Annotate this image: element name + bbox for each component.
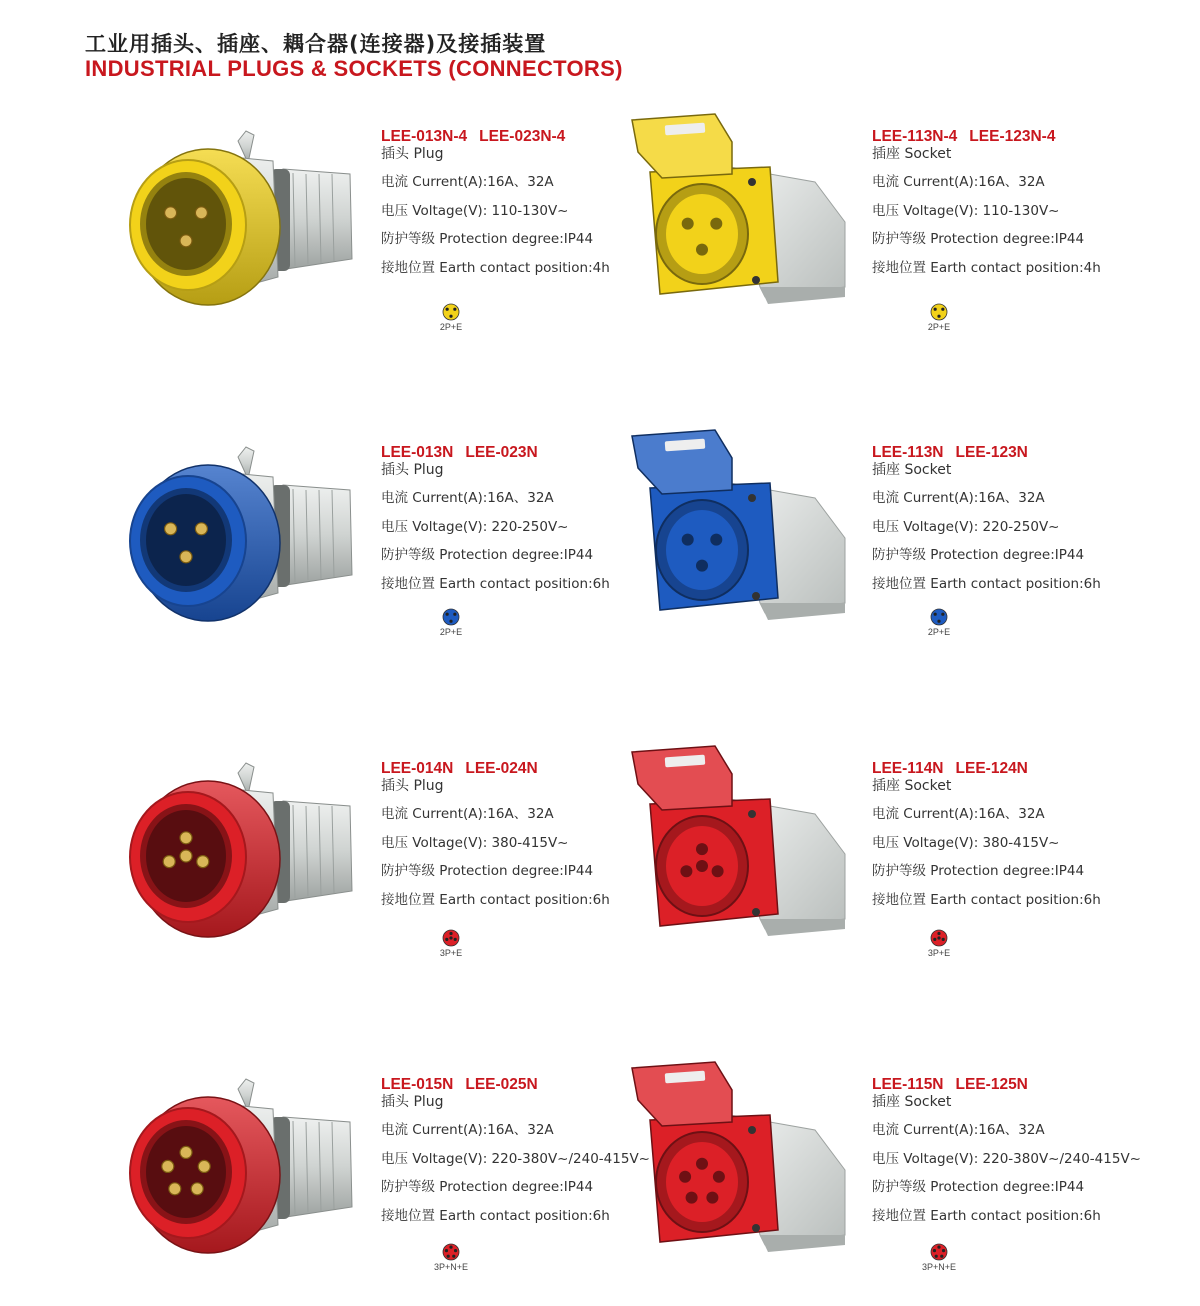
socket-type-label: 插座 Socket xyxy=(872,778,952,794)
earth-position-spec: 接地位置 Earth contact position:4h xyxy=(872,259,1101,276)
plug-type-label: 插头 Plug xyxy=(381,778,444,794)
model-number: LEE-114N xyxy=(872,760,944,777)
pin-configuration-icon xyxy=(431,929,471,959)
protection-spec: 防护等级 Protection degree:IP44 xyxy=(381,231,594,247)
page-title-en: INDUSTRIAL PLUGS & SOCKETS (CONNECTORS) xyxy=(85,56,623,81)
pin-configuration-icon xyxy=(431,608,471,638)
current-spec: 电流 Current(A):16A、32A xyxy=(381,174,554,190)
model-number: LEE-014N xyxy=(381,760,454,777)
voltage-spec: 电压 Voltage(V): 380-415V~ xyxy=(381,834,569,851)
model-number: LEE-115N xyxy=(872,1076,944,1093)
pin-configuration-icon xyxy=(919,303,959,333)
socket-model-numbers xyxy=(872,127,1192,146)
socket-image xyxy=(620,112,860,316)
socket-spec xyxy=(872,759,1192,920)
pin-configuration-label: 2P+E xyxy=(439,322,463,332)
voltage-spec: 电压 Voltage(V): 110-130V~ xyxy=(381,202,569,219)
protection-spec: 防护等级 Protection degree:IP44 xyxy=(872,231,1085,247)
socket-model-numbers xyxy=(872,1075,1192,1094)
model-number: LEE-013N xyxy=(381,444,454,461)
voltage-spec: 电压 Voltage(V): 110-130V~ xyxy=(872,202,1060,219)
model-number: LEE-113N xyxy=(872,444,944,461)
pin-configuration-label: 3P+E xyxy=(439,948,463,958)
current-spec: 电流 Current(A):16A、32A xyxy=(872,1122,1045,1138)
pin-configuration-icon xyxy=(919,929,959,959)
pin-configuration-label: 2P+E xyxy=(927,627,951,637)
pin-configuration-icon xyxy=(431,303,471,333)
socket-model-numbers xyxy=(872,443,1192,462)
model-number: LEE-123N-4 xyxy=(969,128,1056,145)
model-number: LEE-023N-4 xyxy=(479,128,566,145)
pin-configuration-icon xyxy=(919,1243,959,1273)
current-spec: 电流 Current(A):16A、32A xyxy=(872,806,1045,822)
earth-position-spec: 接地位置 Earth contact position:4h xyxy=(381,259,610,276)
protection-spec: 防护等级 Protection degree:IP44 xyxy=(872,547,1085,563)
plug-type-label: 插头 Plug xyxy=(381,1094,444,1110)
protection-spec: 防护等级 Protection degree:IP44 xyxy=(381,1179,594,1195)
socket-type-label: 插座 Socket xyxy=(872,462,952,478)
voltage-spec: 电压 Voltage(V): 220-250V~ xyxy=(872,518,1060,535)
voltage-spec: 电压 Voltage(V): 380-415V~ xyxy=(872,834,1060,851)
protection-spec: 防护等级 Protection degree:IP44 xyxy=(872,863,1085,879)
earth-position-spec: 接地位置 Earth contact position:6h xyxy=(872,891,1101,908)
plug-image xyxy=(88,761,360,955)
socket-image xyxy=(620,428,860,632)
earth-position-spec: 接地位置 Earth contact position:6h xyxy=(872,1207,1101,1224)
plug-image xyxy=(88,129,360,323)
earth-position-spec: 接地位置 Earth contact position:6h xyxy=(381,891,610,908)
pin-configuration-label: 2P+E xyxy=(927,322,951,332)
page-title-cn: 工业用插头、插座、耦合器(连接器)及接插装置 xyxy=(85,32,547,56)
protection-spec: 防护等级 Protection degree:IP44 xyxy=(872,1179,1085,1195)
earth-position-spec: 接地位置 Earth contact position:6h xyxy=(381,575,610,592)
plug-image xyxy=(88,445,360,639)
protection-spec: 防护等级 Protection degree:IP44 xyxy=(381,863,594,879)
pin-configuration-label: 3P+E xyxy=(927,948,951,958)
plug-image xyxy=(88,1077,360,1271)
protection-spec: 防护等级 Protection degree:IP44 xyxy=(381,547,594,563)
socket-image xyxy=(620,1060,860,1264)
current-spec: 电流 Current(A):16A、32A xyxy=(381,806,554,822)
current-spec: 电流 Current(A):16A、32A xyxy=(381,490,554,506)
plug-type-label: 插头 Plug xyxy=(381,462,444,478)
model-number: LEE-124N xyxy=(955,760,1028,777)
model-number: LEE-025N xyxy=(465,1076,538,1093)
voltage-spec: 电压 Voltage(V): 220-380V~/240-415V~ xyxy=(381,1150,650,1167)
pin-configuration-label: 2P+E xyxy=(439,627,463,637)
model-number: LEE-023N xyxy=(465,444,538,461)
socket-spec xyxy=(872,1075,1192,1236)
socket-type-label: 插座 Socket xyxy=(872,146,952,162)
socket-model-numbers xyxy=(872,759,1192,778)
current-spec: 电流 Current(A):16A、32A xyxy=(872,174,1045,190)
model-number: LEE-125N xyxy=(955,1076,1028,1093)
earth-position-spec: 接地位置 Earth contact position:6h xyxy=(381,1207,610,1224)
pin-configuration-label: 3P+N+E xyxy=(433,1262,469,1272)
earth-position-spec: 接地位置 Earth contact position:6h xyxy=(872,575,1101,592)
model-number: LEE-013N-4 xyxy=(381,128,468,145)
voltage-spec: 电压 Voltage(V): 220-250V~ xyxy=(381,518,569,535)
model-number: LEE-113N-4 xyxy=(872,128,958,145)
socket-image xyxy=(620,744,860,948)
socket-spec xyxy=(872,443,1192,604)
socket-type-label: 插座 Socket xyxy=(872,1094,952,1110)
pin-configuration-icon xyxy=(919,608,959,638)
model-number: LEE-024N xyxy=(465,760,538,777)
model-number: LEE-015N xyxy=(381,1076,454,1093)
current-spec: 电流 Current(A):16A、32A xyxy=(381,1122,554,1138)
current-spec: 电流 Current(A):16A、32A xyxy=(872,490,1045,506)
socket-spec xyxy=(872,127,1192,288)
plug-type-label: 插头 Plug xyxy=(381,146,444,162)
pin-configuration-icon xyxy=(431,1243,471,1273)
voltage-spec: 电压 Voltage(V): 220-380V~/240-415V~ xyxy=(872,1150,1141,1167)
pin-configuration-label: 3P+N+E xyxy=(921,1262,957,1272)
model-number: LEE-123N xyxy=(955,444,1028,461)
